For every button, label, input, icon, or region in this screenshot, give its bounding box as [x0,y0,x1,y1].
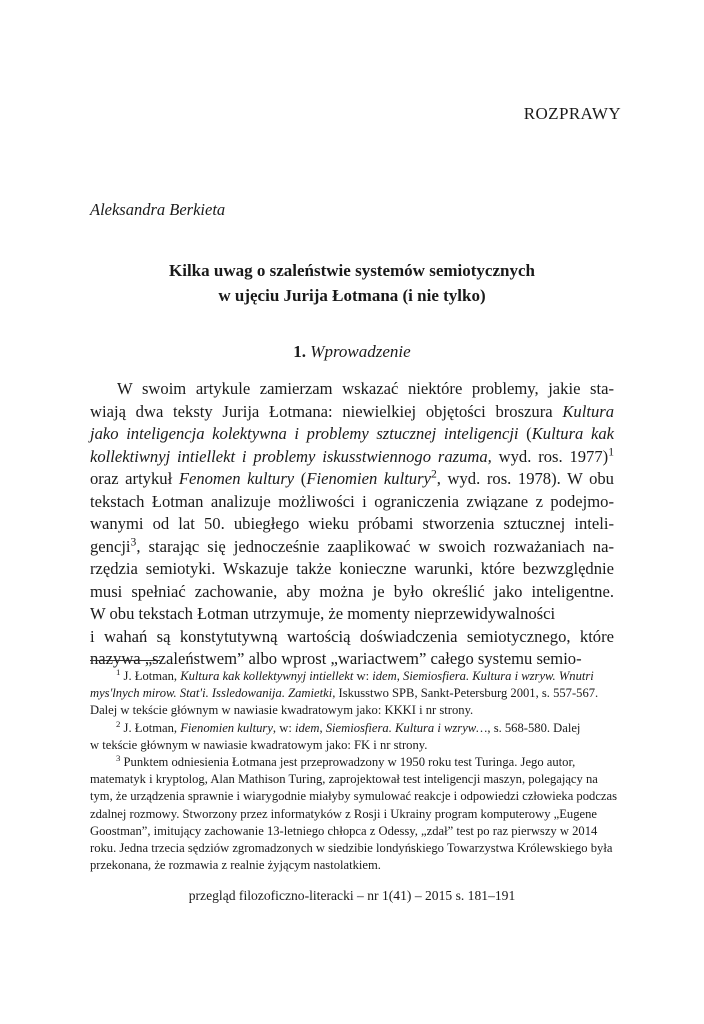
footnote-ref-2: 2 [430,467,437,481]
footnote-ref-1: 1 [608,444,614,458]
section-heading-number: 1. [293,342,307,361]
body-line: jako inteligencja kolektywna i problemy sztucznej inteligencji (Kultura kak [90,424,614,443]
section-label: ROZPRAWY [523,104,621,123]
body-line: i wahań są konstytutywną wartością doświadczenia semiotycznego, które [90,626,614,646]
footnote-2: $^2$ J. Łotman, Fienomien kultury, w: idem, Siemiosfiera. Kultura i wzryw…, s. 568-580. Dalej w tekście głównym w nawiasie kwadratowym jako: FK i nr strony. [90,718,581,752]
article-title [90,258,614,308]
body-line: oraz artykuł Fenomen kultury (Fienomien kultury$^2$, wyd. ros. 1978). W obu [90,467,614,488]
footnote-ref-3: 3 [130,534,137,548]
section-heading-text: Wprowadzenie [310,342,411,361]
footnote-3: $^3$ Punktem odniesienia Łotmana jest przeprowadzony w 1950 roku test Turinga. Jego autor, matematyk i kryptolog, Alan Mathison Turing, zaprojektował test inteligencji maszyn, polegający na tym, że urządzenia sprawnie i wiarygodnie miałyby symulować reakcje i odpowiedzi człowieka podczas zdalnej rozmowy. Stworzony przez informatyków z Rosji i Ukrainy program komputerowy „Eugene Goostman”, imitujący zachowanie 13-letniego chłopca z Odessy, „zdał” test po raz pierwszy w 2014 roku. Jedna trzecia sędziów zgromadzonych w siedzibie londyńskiego Towarzystwa Królewskiego była przekonana, że rozmawia z realnie żyjącym nastolatkiem. [90,752,617,873]
footnote-1: $^1$ J. Łotman, Kultura kak kollektywnyj intiellekt w: idem, Siemiosfiera. Kultura i wzryw. Wnutri mys'lnych mirow. Stat'i. Issledowanija. Zamietki, Iskusstwo SPB, Sankt-Petersburg 2001, s. 557-567. Dalej w tekście głównym w nawiasie kwadratowym jako: KKKI i nr strony. [90,666,599,718]
article-title-line-1: Kilka uwag o szaleństwie systemów semiotycznych [169,261,535,280]
body-line: wanymi od lat 50. ubiegłego wieku próbami stworzenia sztucznej inteli- [90,514,614,533]
author-name: Aleksandra Berkieta [90,200,226,219]
body-line: tekstach Łotman analizuje możliwości i ograniczenia związane z podejmo- [90,491,614,511]
body-text [90,378,614,671]
body-line: kollektiwnyj intiellekt i problemy iskusstwiennogo razuma, wyd. ros. 1977)$^1$ [90,444,614,466]
footnotes [90,666,617,874]
body-line: rzędzia semiotyki. Wskazuje także konieczne warunki, które bezwzględnie [90,559,614,578]
article-title-line-2: w ujęciu Jurija Łotmana (i nie tylko) [218,286,486,305]
body-line: W obu tekstach Łotman utrzymuje, że momenty nieprzewidywalności [90,604,556,623]
body-line: gencji$^3$, starając się jednocześnie zaaplikować w swoich rozważaniach na- [90,534,614,556]
journal-citation: przegląd filozoficzno-literacki – nr 1(41) – 2015 s. 181–191 [188,888,516,903]
body-line: nazywa „szaleństwem” albo wprost „wariactwem” całego systemu semio- [90,649,582,668]
section-heading [90,342,614,362]
body-line: wiają dwa teksty Jurija Łotmana: niewielkiej objętości broszura Kultura [90,401,614,421]
footnote-separator [90,660,160,661]
body-line: musi spełniać zachowanie, aby można je było określić jako inteligentne. [90,581,614,601]
body-line: W swoim artykule zamierzam wskazać niektóre problemy, jakie sta- [117,379,614,398]
